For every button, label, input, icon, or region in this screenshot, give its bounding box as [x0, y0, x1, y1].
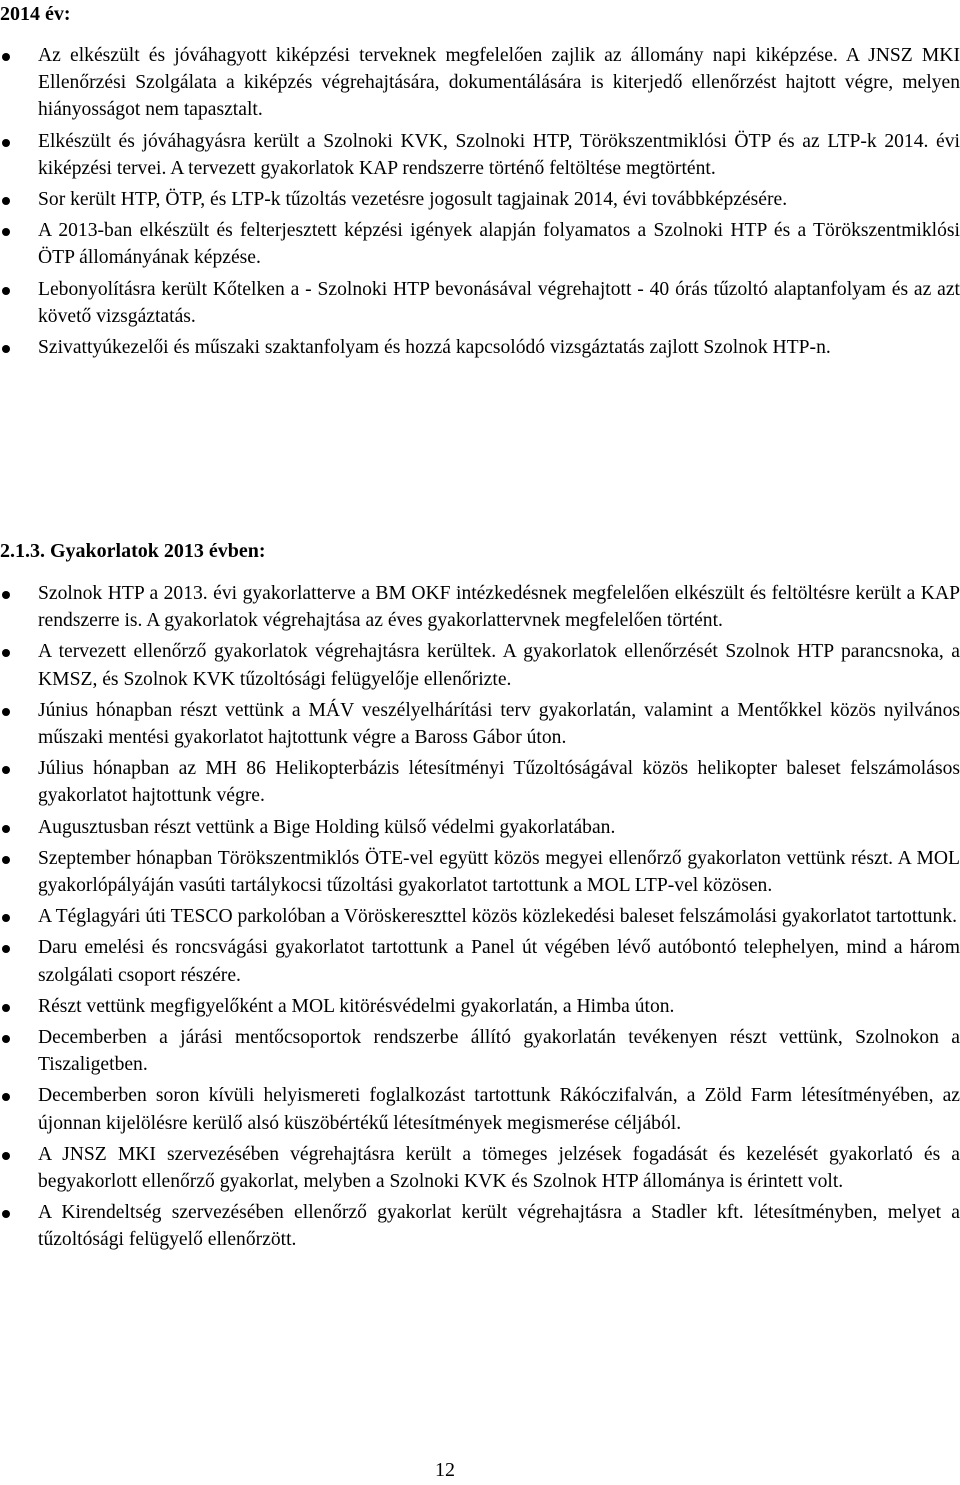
bullet-icon: [2, 1093, 10, 1101]
list-item-text: Decemberben a járási mentőcsoportok rendszerbe állító gyakorlatán tevékenyen részt vettünk, Szolnokon a Tiszaligetben.: [38, 1027, 960, 1076]
section-title-gyakorlatok-2013: 2.1.3. Gyakorlatok 2013 évben:: [0, 540, 266, 562]
list-item: [0, 186, 960, 213]
section-title-2014: 2014 év:: [0, 3, 71, 25]
list-item-text: A JNSZ MKI szervezésében végrehajtásra került a tömeges jelzések fogadását és kezelését gyakorlató és a begyakorlott ellenőrző gyakorlat, melyben a Szolnoki KVK és Szolnok HTP állománya is érintett volt.: [38, 1143, 960, 1193]
list-item-text: A 2013-ban elkészült és felterjesztett képzési igények alapján folyamatos a Szolnoki HTP és a Törökszentmiklósi ÖTP állományának képzése.: [38, 220, 960, 269]
bullet-icon: [2, 1210, 10, 1218]
list-item: [0, 934, 960, 988]
bullet-icon: [2, 914, 10, 922]
list-item-text: A Téglagyári úti TESCO parkolóban a Vöröskereszttel közös közlekedési baleset felszámolási gyakorlatot tartottunk.: [38, 906, 958, 928]
list-item-text: Szolnok HTP a 2013. évi gyakorlatterve a BM OKF intézkedésnek megfelelően elkészült és feltöltésre került a KAP rendszerre is. A gyakorlatok végrehajtása az éves gyakorlattervnek megfelelően történt.: [38, 583, 960, 632]
list-item: [0, 903, 960, 930]
list-item-text: Daru emelési és roncsvágási gyakorlatot tartottunk a Panel út végében lévő autóbontó telephelyen, mind a három szolgálati csoport részére.: [38, 937, 960, 986]
bullet-icon: [2, 53, 10, 61]
bullet-icon: [2, 825, 10, 833]
bullet-icon: [2, 591, 10, 599]
list-item: [0, 697, 960, 751]
bullet-list-gyakorlatok: [0, 580, 960, 1258]
page-number-text: 12: [435, 1459, 455, 1481]
list-item-text: Augusztusban részt vettünk a Bige Holding külső védelmi gyakorlatában.: [38, 816, 616, 838]
bullet-icon: [2, 345, 10, 353]
list-item: [0, 993, 960, 1020]
bullet-icon: [2, 1035, 10, 1043]
list-item: [0, 580, 960, 634]
list-item: [0, 638, 960, 692]
list-item: [0, 814, 960, 841]
list-item: [0, 1082, 960, 1136]
list-item-text: Sor került HTP, ÖTP, és LTP-k tűzoltás vezetésre jogosult tagjainak 2014, évi továbbképzésére.: [38, 189, 788, 211]
bullet-list-2014: [0, 42, 960, 365]
list-item: [0, 42, 960, 124]
bullet-icon: [2, 228, 10, 236]
list-item: [0, 217, 960, 271]
list-item: [0, 845, 960, 899]
list-item: [0, 1141, 960, 1195]
list-item-text: Elkészült és jóváhagyásra került a Szolnoki KVK, Szolnoki HTP, Törökszentmiklósi ÖTP és az LTP-k 2014. évi kiképzési tervei. A tervezett gyakorlatok KAP rendszerre történő feltöltése megtörtént.: [38, 130, 960, 179]
bullet-icon: [2, 197, 10, 205]
bullet-icon: [2, 139, 10, 147]
bullet-icon: [2, 649, 10, 657]
bullet-icon: [2, 945, 10, 953]
bullet-icon: [2, 766, 10, 774]
list-item-text: Lebonyolításra került Kőtelken a - Szolnoki HTP bevonásával végrehajtott - 40 órás tűzoltó alaptanfolyam és az azt követő vizsgáztatás.: [38, 278, 960, 327]
list-item: [0, 1024, 960, 1078]
list-item: [0, 334, 960, 361]
list-item-text: Szeptember hónapban Törökszentmiklós ÖTE-vel együtt közös megyei ellenőrző gyakorlaton vettünk részt. A MOL gyakorlópályáján vasúti tartálykocsi tűzoltási gyakorlatot tartottunk a MOL LTP-vel közösen.: [38, 847, 960, 897]
list-item-text: Decemberben soron kívüli helyismereti foglalkozást tartottunk Rákóczifalván, a Zöld Farm létesítményében, az újonnan kijelölésre kerülő alsó küszöbértékű létesítmények megismerése céljából.: [38, 1085, 960, 1134]
list-item: [0, 1199, 960, 1253]
list-item-text: A tervezett ellenőrző gyakorlatok végrehajtásra kerültek. A gyakorlatok ellenőrzését Szolnok HTP parancsnoka, a KMSZ, és Szolnok KVK tűzoltósági felügyelője ellenőrizte.: [38, 641, 960, 690]
list-item-text: Az elkészült és jóváhagyott kiképzési terveknek megfelelően zajlik az állomány napi kiképzése. A JNSZ MKI Ellenőrzési Szolgálata a kiképzés végrehajtására, dokumentálására is kiterjedő ellenőrzést hajtott végre, melyen hiányosságot nem tapasztalt.: [38, 45, 960, 121]
list-item-text: Július hónapban az MH 86 Helikopterbázis létesítményi Tűzoltóságával közös helikopter baleset felszámolásos gyakorlatot hajtottunk végre.: [38, 758, 960, 807]
bullet-icon: [2, 856, 10, 864]
page-number: [0, 1458, 960, 1482]
list-item: [0, 755, 960, 809]
bullet-icon: [2, 708, 10, 716]
list-item-text: Részt vettünk megfigyelőként a MOL kitörésvédelmi gyakorlatán, a Himba úton.: [38, 995, 675, 1017]
bullet-icon: [2, 287, 10, 295]
bullet-icon: [2, 1004, 10, 1012]
list-item: [0, 128, 960, 182]
list-item-text: A Kirendeltség szervezésében ellenőrző gyakorlat került végrehajtásra a Stadler kft. létesítményben, melyet a tűzoltósági felügyelő ellenőrzött.: [38, 1202, 960, 1251]
list-item-text: Szivattyúkezelői és műszaki szaktanfolyam és hozzá kapcsolódó vizsgáztatás zajlott Szolnok HTP-n.: [38, 337, 831, 359]
list-item: [0, 276, 960, 330]
list-item-text: Június hónapban részt vettünk a MÁV veszélyelhárítási terv gyakorlatán, valamint a Mentőkkel közös nyilvános műszaki mentési gyakorlatot hajtottunk végre a Baross Gábor úton.: [38, 699, 960, 749]
bullet-icon: [2, 1152, 10, 1160]
